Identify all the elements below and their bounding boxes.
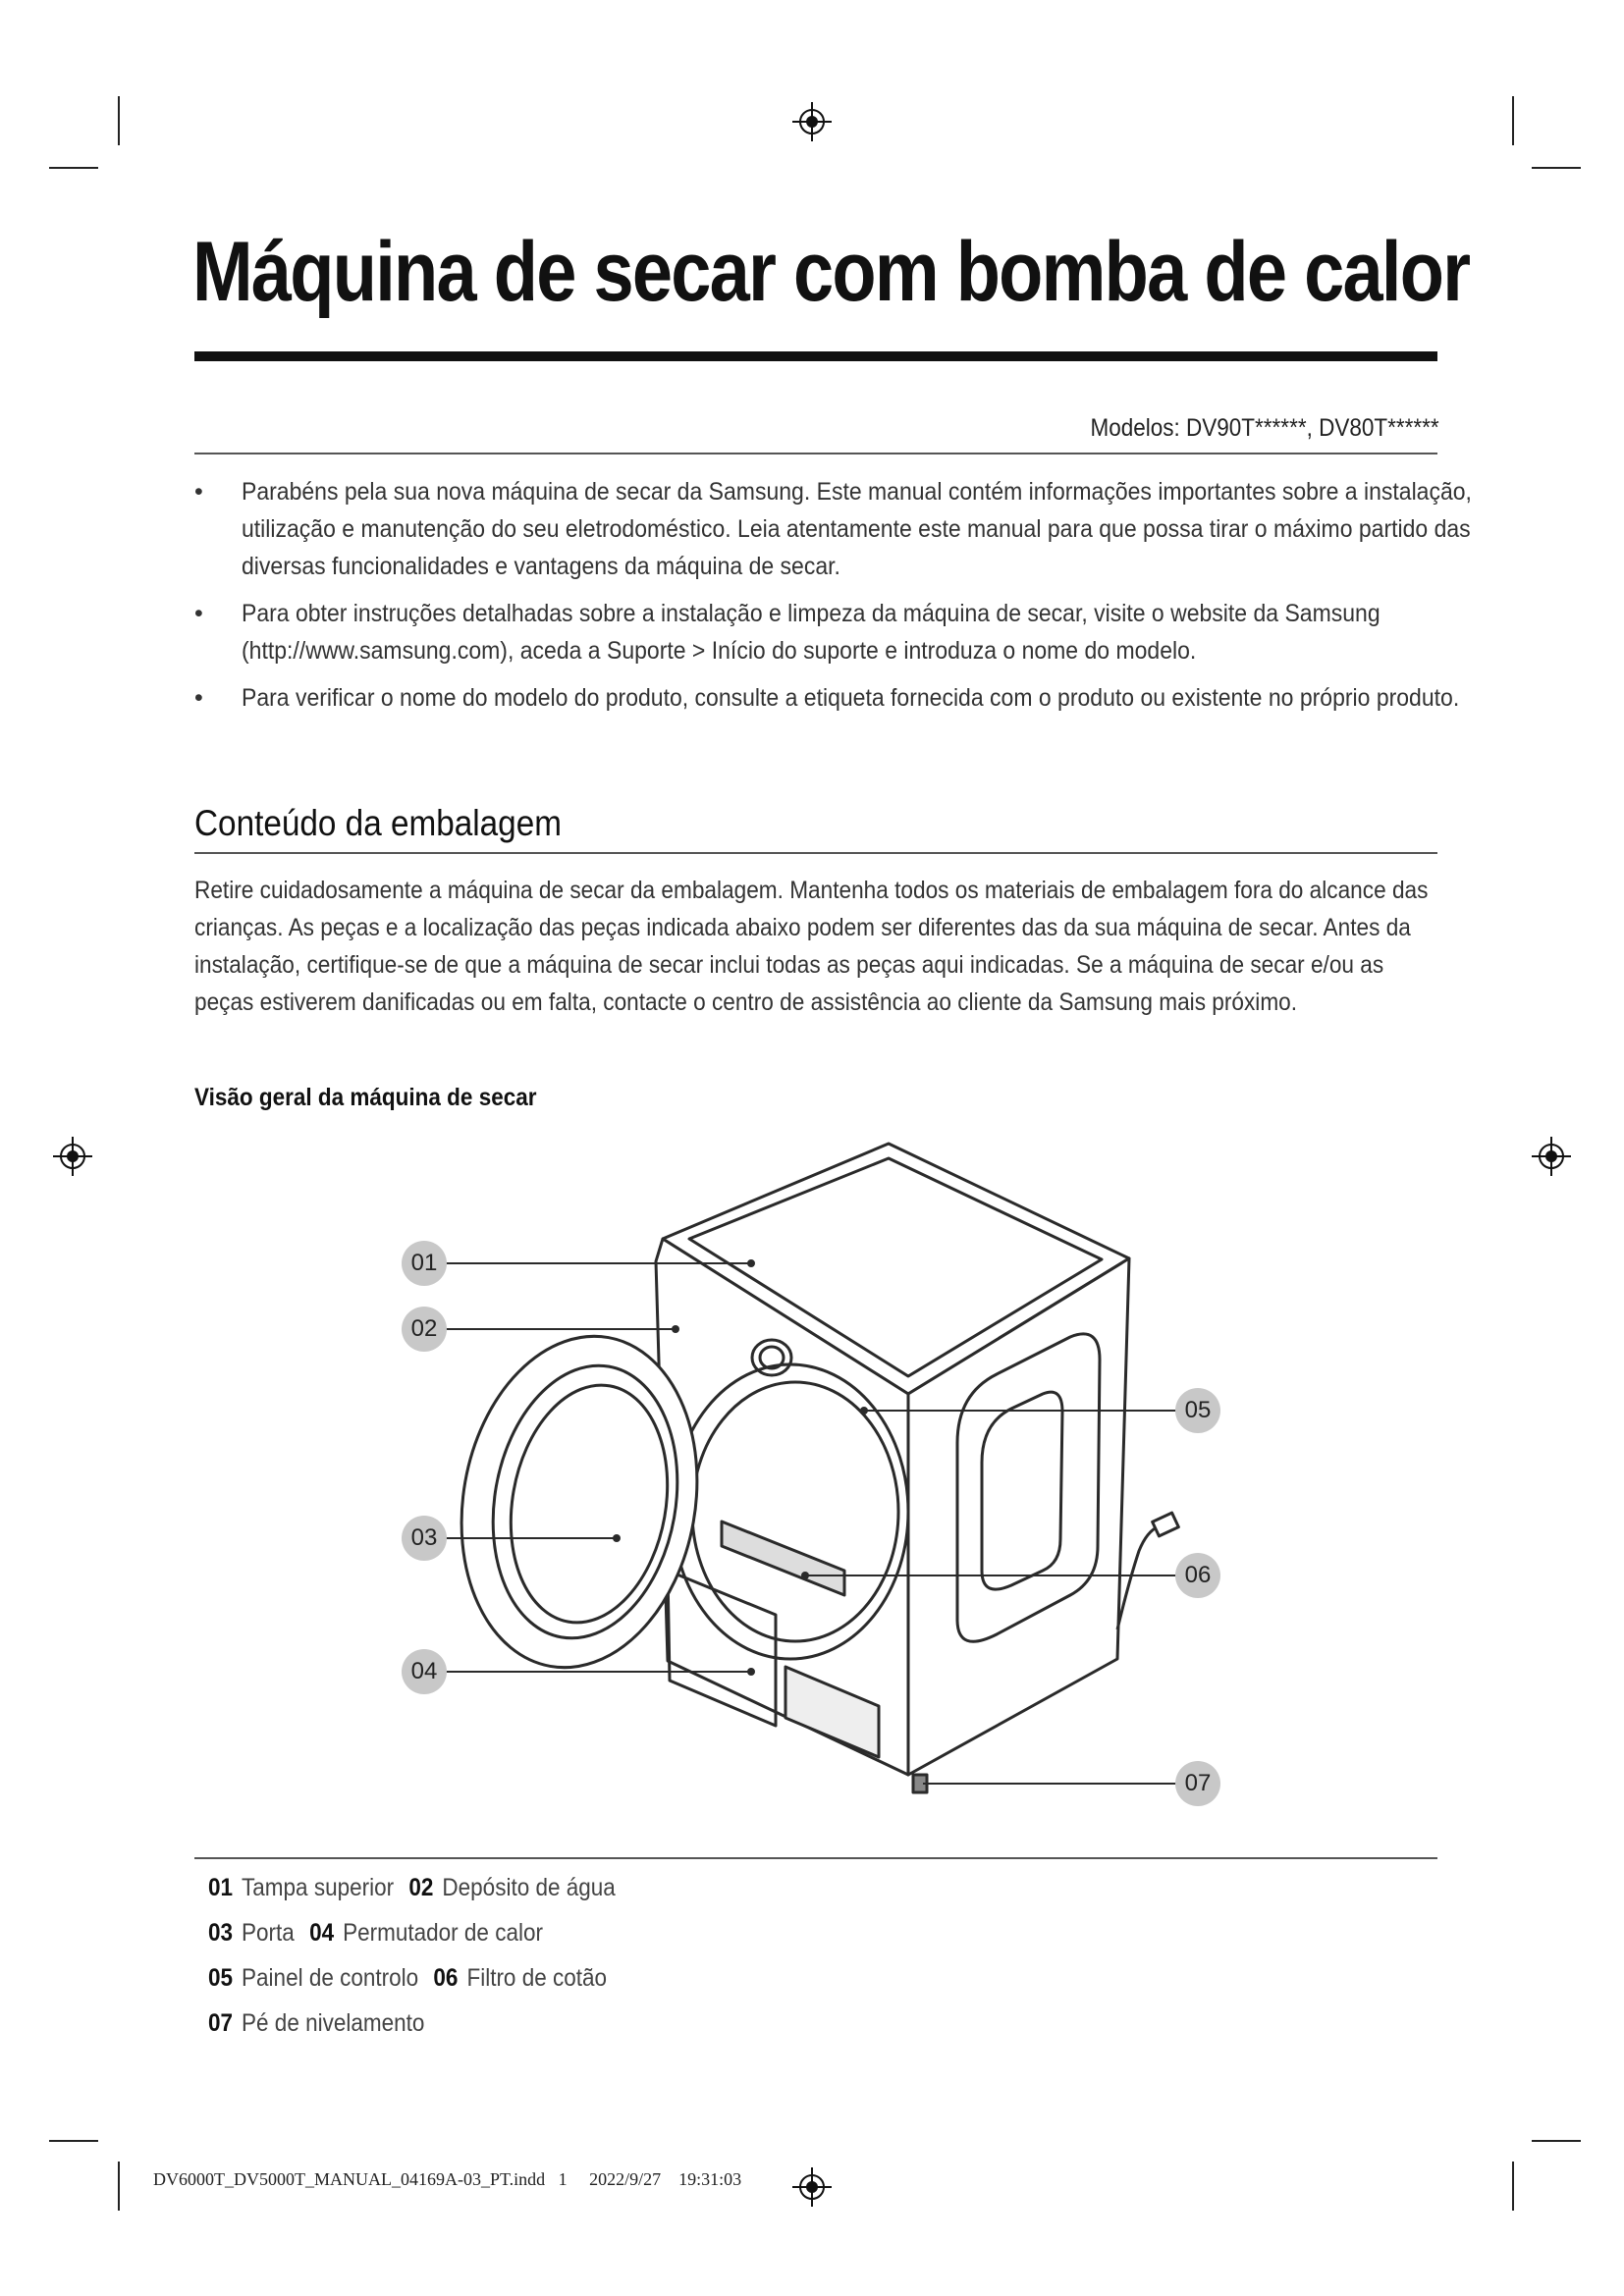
registration-mark-icon: [792, 2167, 832, 2207]
intro-bullet: • Parabéns pela sua nova máquina de secar da Samsung. Este manual contém informações importantes sobre a instalação, utilização e manutenção do seu eletrodoméstico. Leia atentamente este manual para que possa tirar o máximo partido das diversas funcionalidades e vantagens da máquina de secar.: [194, 473, 1441, 585]
callout-07: 07: [1175, 1761, 1220, 1806]
callout-06: 06: [1175, 1553, 1220, 1598]
callout-02: 02: [402, 1307, 447, 1352]
legend-rule: [194, 1857, 1437, 1859]
legend-row: 05 Painel de controlo 06 Filtro de cotão: [208, 1964, 608, 1992]
models-label: Modelos: DV90T******, DV80T******: [1090, 414, 1439, 442]
callout-03: 03: [402, 1516, 447, 1561]
subsection-heading: Visão geral da máquina de secar: [194, 1084, 537, 1111]
callout-01: 01: [402, 1241, 447, 1286]
callout-04: 04: [402, 1649, 447, 1694]
page-title: Máquina de secar com bomba de calor: [192, 225, 1470, 319]
section-paragraph: Retire cuidadosamente a máquina de secar da embalagem. Mantenha todos os materiais de embalagem fora do alcance das crianças. As peças e a localização das peças indicada abaixo podem ser diferentes das da sua máquina de secar. Antes da instalação, certifique-se de que a máquina de secar inclui todas as peças aqui indicadas. Se a máquina de secar e/ou as peças estiverem danificadas ou em falta, contacte o centro de assistência ao cliente da Samsung mais próximo.: [194, 877, 1429, 1016]
section-heading: Conteúdo da embalagem: [194, 803, 562, 843]
crop-mark: [49, 2140, 98, 2142]
intro-bullet: • Para verificar o nome do modelo do produto, consulte a etiqueta fornecida com o produto ou existente no próprio produto.: [194, 679, 1441, 717]
legend-row: 07 Pé de nivelamento: [208, 2009, 425, 2037]
legend-row: 01 Tampa superior 02 Depósito de água: [208, 1874, 616, 1901]
legend-row: 03 Porta 04 Permutador de calor: [208, 1919, 543, 1947]
crop-mark: [1532, 2140, 1581, 2142]
crop-mark: [118, 2162, 120, 2211]
parts-legend: [208, 1865, 671, 2046]
intro-bullet: • Para obter instruções detalhadas sobre a instalação e limpeza da máquina de secar, visite o website da Samsung (http://www.samsung.com), aceda a Suporte > Início do suporte e introduza o nome do modelo.: [194, 595, 1441, 669]
print-footer: DV6000T_DV5000T_MANUAL_04169A-03_PT.indd 1 2022/9/27 19:31:03: [153, 2169, 742, 2189]
crop-mark: [1512, 2162, 1514, 2211]
callout-05: 05: [1175, 1388, 1220, 1433]
